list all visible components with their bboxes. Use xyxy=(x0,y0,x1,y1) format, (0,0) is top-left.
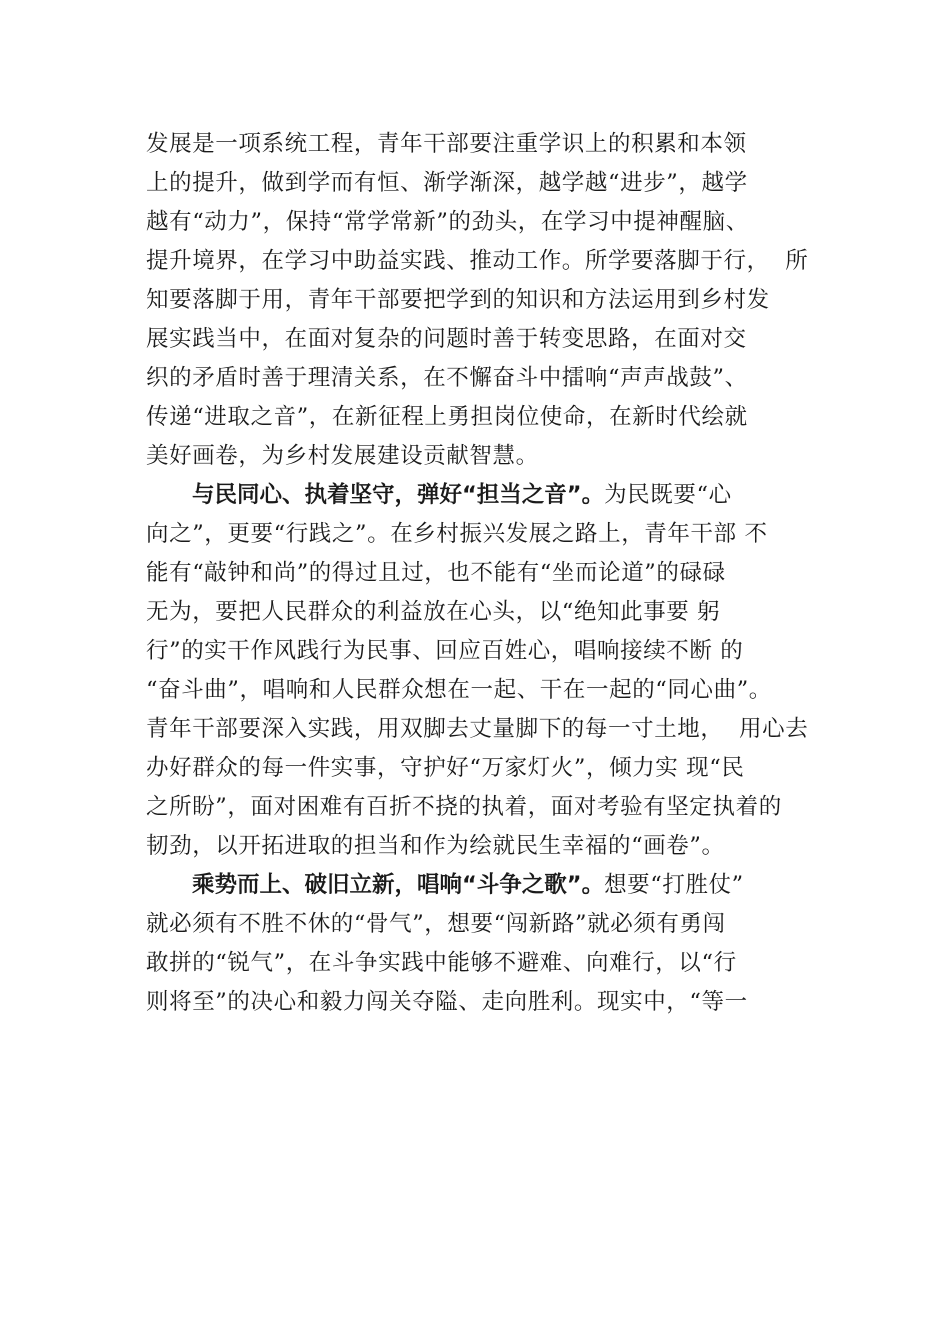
text-line: 则将至”的决心和毅力闯关夺隘、走向胜利。现实中，“等一 xyxy=(146,989,748,1015)
paragraph-3-heading: 乘势而上、破旧立新，唱响“斗争之歌”。 xyxy=(192,872,605,898)
text-line: 行”的实干作风践行为民事、回应百姓心，唱响接续不断 的 xyxy=(146,638,744,664)
text-line: 发展是一项系统工程，青年干部要注重学识上的积累和本领 xyxy=(146,131,747,157)
paragraph-2-first-line-text: 为民既要“心 xyxy=(604,482,732,508)
text-line: 敢拼的“锐气”，在斗争实践中能够不避难、向难行，以“行 xyxy=(146,950,737,976)
paragraph-2-heading: 与民同心、执着坚守，弹好“担当之音”。 xyxy=(192,482,605,508)
text-line: 能有“敲钟和尚”的得过且过，也不能有“坐而论道”的碌碌 xyxy=(146,560,726,586)
text-line: “奋斗曲”，唱响和人民群众想在一起、干在一起的“同心曲”。 xyxy=(146,677,772,703)
text-line: 就必须有不胜不休的“骨气”，想要“闯新路”就必须有勇闯 xyxy=(146,911,726,937)
paragraph-2 xyxy=(146,476,836,866)
paragraph-2-first-line xyxy=(146,476,836,515)
paragraph-3 xyxy=(146,866,836,1022)
paragraph-3-first-line xyxy=(146,866,836,905)
text-line: 提升境界，在学习中助益实践、推动工作。所学要落脚于行， 所 xyxy=(146,248,809,274)
text-line: 美好画卷，为乡村发展建设贡献智慧。 xyxy=(146,443,539,469)
text-line: 展实践当中，在面对复杂的问题时善于转变思路，在面对交 xyxy=(146,326,747,352)
text-line: 知要落脚于用，青年干部要把学到的知识和方法运用到乡村发 xyxy=(146,287,770,313)
text-line: 织的矛盾时善于理清关系，在不懈奋斗中擂响“声声战鼓”、 xyxy=(146,365,748,391)
text-line: 传递“进取之音”，在新征程上勇担岗位使命，在新时代绘就 xyxy=(146,404,748,430)
text-line: 办好群众的每一件实事，守护好“万家灯火”，倾力实 现“民 xyxy=(146,755,745,781)
paragraph-3-first-line-text: 想要“打胜仗” xyxy=(604,872,744,898)
text-line: 向之”，更要“行践之”。在乡村振兴发展之路上，青年干部 不 xyxy=(146,521,768,547)
text-line: 越有“动力”，保持“常学常新”的劲头，在学习中提神醒脑、 xyxy=(146,209,749,235)
text-line: 之所盼”，面对困难有百折不挠的执着，面对考验有坚定执着的 xyxy=(146,794,782,820)
text-line: 无为，要把人民群众的利益放在心头，以“绝知此事要 躬 xyxy=(146,599,721,625)
text-line: 青年干部要深入实践，用双脚去丈量脚下的每一寸土地， 用心去 xyxy=(146,716,809,742)
paragraph-1 xyxy=(146,125,836,476)
text-line: 上的提升，做到学而有恒、渐学渐深，越学越“进步”，越学 xyxy=(146,170,748,196)
document-body xyxy=(146,125,836,1022)
text-line: 韧劲，以开拓进取的担当和作为绘就民生幸福的“画卷”。 xyxy=(146,833,725,859)
